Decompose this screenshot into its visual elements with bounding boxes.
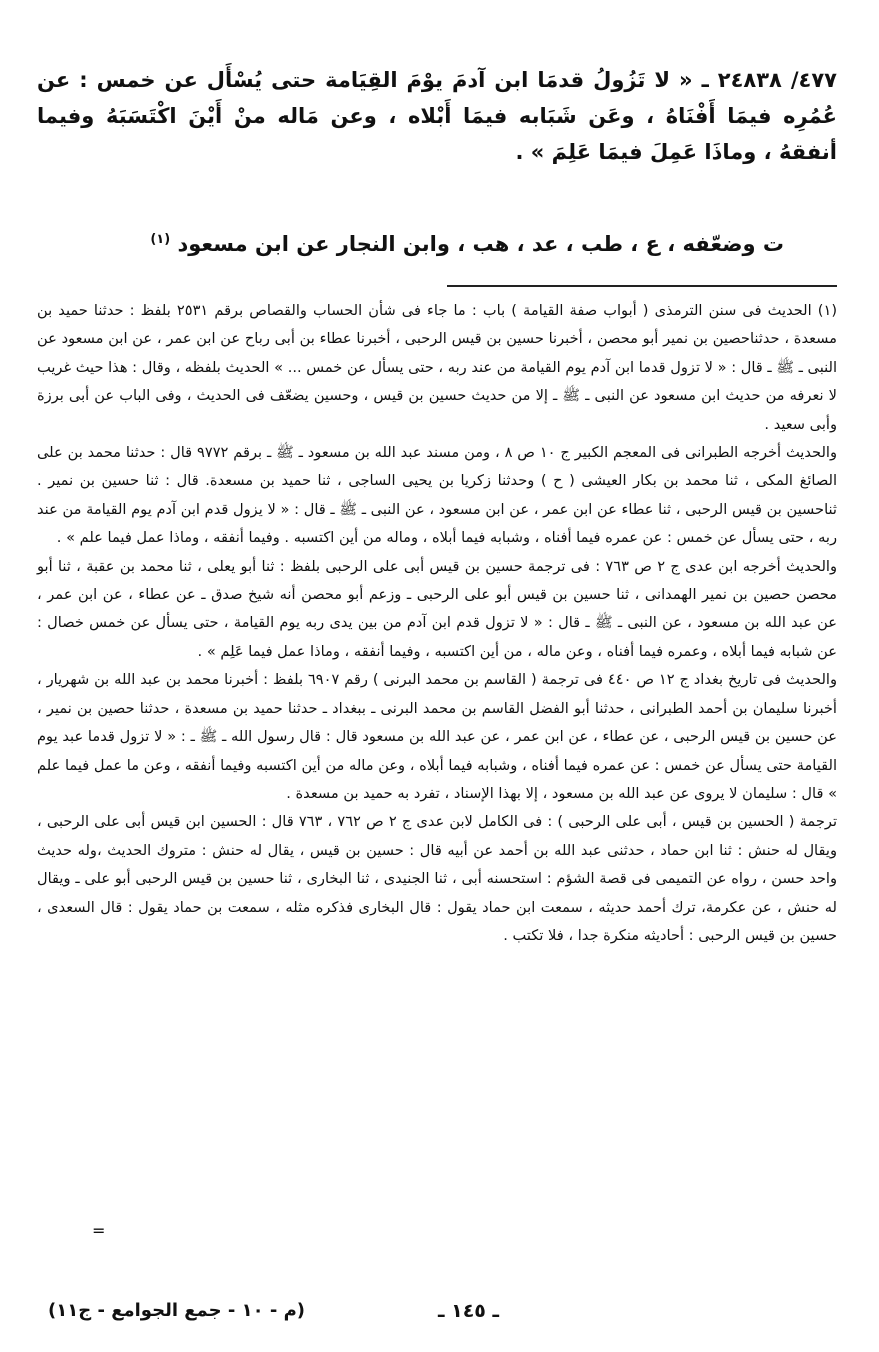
footnote-reference: (١): [150, 232, 171, 247]
page-number: ـ ١٤٥ ـ: [437, 1300, 499, 1322]
continuation-mark: =: [92, 1221, 106, 1240]
footnote-paragraph: والحديث أخرجه ابن عدى ج ٢ ص ٧٦٣ : فى ترجمة حسين بن قيس أبى على الرحبى بلفظ : ثنا أبو يعلى ، ثنا محمد بن عقبة ، ثنا أبو محصن حصين بن نمير الهمدانى ، ثنا حسين بن قيس أبو على الرحبى ـ وزعم أبو محصن أنه شيخ صدق ـ عن عطاء ، عن ابن عمر ، عن عبد الله بن مسعود ، عن النبى ـ ﷺ ـ قال : « لا تزول قدم ابن آدم من بين يدى ربه يوم القيامة ، حتى يسأل عن خمس خصال : عن شبابه فيما أبلاه ، وعمره فيما أفناه ، وعن ماله ، من أين اكتسبه ، وفيما أنفقه ، وماذا عمل فيما عَلِم » .: [37, 557, 838, 660]
footnote-separator: [447, 285, 837, 287]
sources-text: ت وضعّفه ، ع ، طب ، عد ، هب ، وابن النجار عن ابن مسعود: [177, 232, 784, 256]
footnote-block: [37, 297, 837, 950]
footnote-paragraph: والحديث أخرجه الطبرانى فى المعجم الكبير ج ١٠ ص ٨ ، ومن مسند عبد الله بن مسعود ـ ﷺ ـ برقم ٩٧٧٢ قال : حدثنا محمد بن على الصائغ المكى ، ثنا محمد بن بكار العيشى ( ح ) وحدثنا زكريا بن يحيى الساجى ، ثنا حميد بن مسعدة. قال : ثنا حسين بن نمير . ثناحسين بن قيس الرحبى ، ثنا عطاء عن ابن عمر ، عن ابن مسعود ، عن النبى ـ ﷺ ـ قال : « لا يزول قدم ابن آدم يوم القيامة من عند ربه ، حتى يسأل عن خمس : عن عمره فيما أفناه ، وشبابه فيما أبلاه ، وماله من أين اكتسبه . وفيما أنفقه ، وماذا عمل فيما علم » .: [37, 444, 838, 547]
footnote-paragraph: ترجمة ( الحسين بن قيس ، أبى على الرحبى ) : فى الكامل لابن عدى ج ٢ ص ٧٦٢ ، ٧٦٣ قال : الحسين ابن قيس أبى على الرحبى ، ويقال له حنش : ثنا ابن حماد ، حدثنى عبد الله بن أحمد عن أبيه قال : حسين بن قيس ، يقال له حنش : متروك الحديث ،وله حديث واحد حسن ، رواه عن التميمى فى قصة الشؤم : استحسنه أبى ، ثنا الجنيدى ، ثنا البخارى ، ثنا حسين بن قيس الرحبى أبو على ـ ويقال له حنش ، عن عكرمة، ترك أحمد حديثه ، سمعت ابن حماد يقول : قال البخارى فذكره مثله ، سمعت بن حماد يقول : قال السعدى ، حسين بن قيس الرحبى : أحاديثه منكرة جدا ، فلا تكتب .: [37, 813, 838, 944]
hadith-sources: [44, 222, 784, 262]
footnote-paragraph: والحديث فى تاريخ بغداد ج ١٢ ص ٤٤٠ فى ترجمة ( القاسم بن محمد البرنى ) رقم ٦٩٠٧ بلفظ : أخبرنا محمد بن عبد الله بن شهريار ، أخبرنا سليمان بن أحمد الطبرانى ، حدثنا أبو الفضل القاسم بن محمد البرنى ـ ببغداد ـ حدثنا حميد بن مسعدة ، حدثنا حصين بن نمير ، عن حسين بن قيس الرحبى ، عن عطاء ، عن ابن عمر ، عن عبد الله بن مسعود قال : قال رسول الله ـ ﷺ ـ : « لا تزول قدما عبد يوم القيامة حتى يسأل عن خمس : عن عمره فيما أفناه ، وشبابه فيما أبلاه ، وعن ماله من أين اكتسبه وفيما أنفقه ، وعن ما عمل فيما علم » قال : سليمان لا يروى عن عبد الله بن مسعود ، إلا بهذا الإسناد ، تفرد به حميد بن مسعدة .: [37, 671, 838, 802]
printer-signature: (م - ١٠ - جمع الجوامع - ج١١): [48, 1300, 306, 1321]
hadith-text: ٤٧٧/ ٢٤٨٣٨ ـ « لا تَزُولُ قدمَا ابن آدمَ يوْمَ القِيَامة حتى يُسْأَل عن خمس : عن عُمُرِه فيمَا أَفْنَاهُ ، وعَن شَبَابه فيمَا أَبْلاه ، وعن مَاله منْ أَيْنَ اكْتَسَبَهُ وفيما أنفقهُ ، وماذَا عَمِلَ فيمَا عَلِمَ » .: [37, 68, 837, 164]
footnote-paragraph: (١) الحديث فى سنن الترمذى ( أبواب صفة القيامة ) باب : ما جاء فى شأن الحساب والقصاص برقم ٢٥٣١ بلفظ : حدثنا حميد بن مسعدة ، حدثناحصين بن نمير أبو محصن ، أخبرنا حسين بن قيس الرحبى ، أخبرنا عطاء بن أبى رباح عن ابن عمر ، عن ابن مسعود عن النبى ـ ﷺ ـ قال : « لا تزول قدما ابن آدم يوم القيامة من عند ربه ، حتى يسأل عن خمس ... » الحديث بلفظه ، وقال : هذا حيث غريب لا نعرفه من حديث ابن مسعود عن النبى ـ ﷺ ـ إلا من حديث حسين بن قيس ، وحسين يضعّف فى الحديث ، وفى الباب عن أبى برزة وأبى سعيد .: [37, 302, 838, 433]
